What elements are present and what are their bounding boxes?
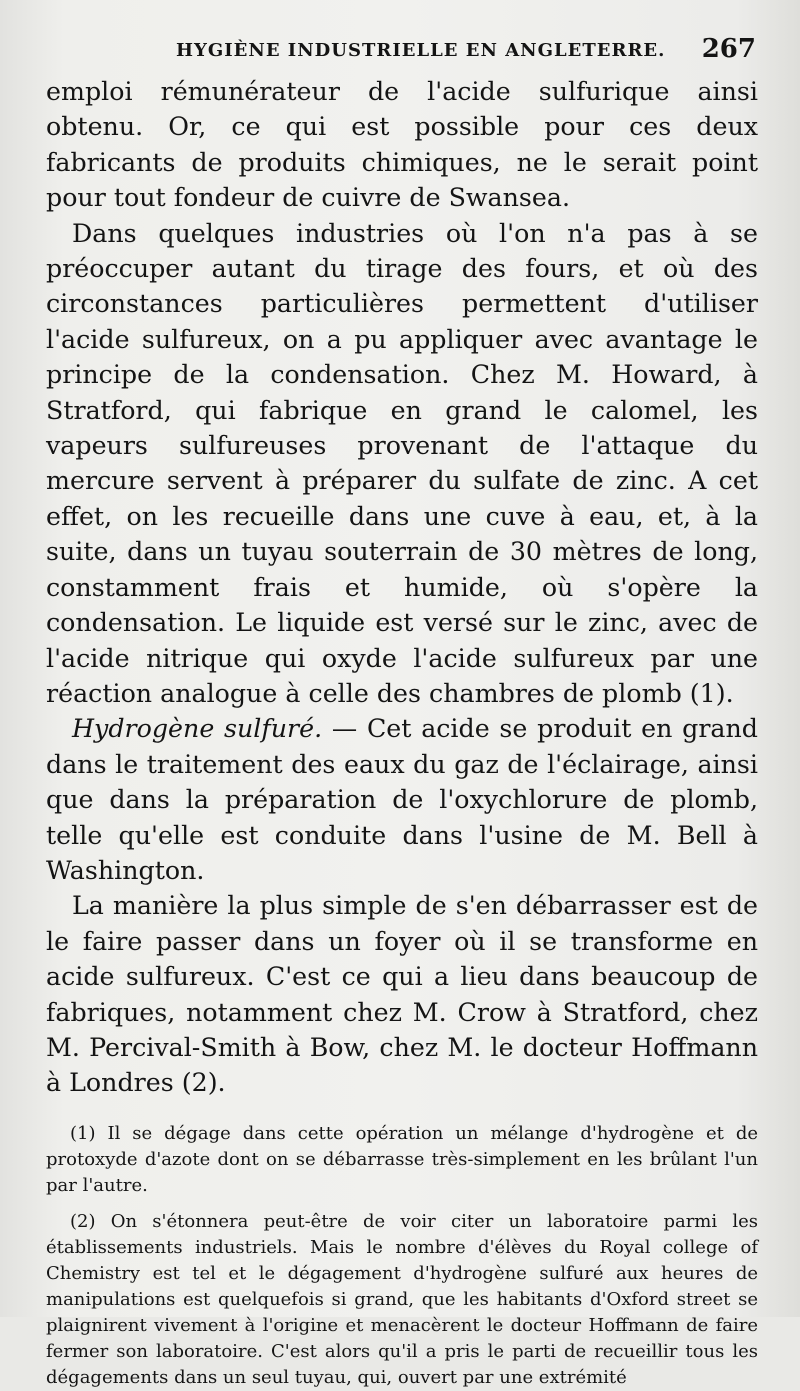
paragraph: Dans quelques industries où l'on n'a pas à se préoccuper autant du tirage des fours, et où des circonstances particulières permettent d'utiliser l'acide sulfureux, on a pu appliquer avec avantage le principe de la condensation. Chez M. Howard, à Stratford, qui fabrique en grand le calomel, les vapeurs sulfureuses provenant de l'attaque du mercure servent à préparer du sulfate de zinc. A cet effet, on les recueille dans une cuve à eau, et, à la suite, dans un tuyau souterrain de 30 mètres de long, constamment frais et humide, où s'opère la condensation. Le liquide est versé sur le zinc, avec de l'acide nitrique qui oxyde l'acide sulfureux par une réaction analogue à celle des chambres de plomb (1). — [46, 218, 758, 708]
paragraph: emploi rémunérateur de l'acide sulfurique ainsi obtenu. Or, ce qui est possible pour ces deux fabricants de produits chimiques, ne le serait point pour tout fondeur de cuivre de Swansea. — [46, 77, 758, 213]
footnote: (1) Il se dégage dans cette opération un mélange d'hydrogène et de protoxyde d'azote dont on se débarrasse très-simplement en les brûlant l'un par l'autre. — [46, 1122, 758, 1196]
running-head: HYGIÈNE INDUSTRIELLE EN ANGLETERRE. — [176, 40, 666, 61]
footnote: (2) On s'étonnera peut-être de voir citer un laboratoire parmi les établissements industriels. Mais le nombre d'élèves du Royal college of Chemistry est tel et le dégagement d'hydrogène sulfuré aux heures de manipulations est quelquefois si grand, que les habitants d'Oxford street se plaignirent vivement à l'origine et menacèrent le docteur Hoffmann de faire fermer son laboratoire. C'est alors qu'il a pris le parti de recueillir tous les dégagements dans un seul tuyau, qui, ouvert par une extrémité — [46, 1210, 758, 1388]
paragraph — [46, 711, 758, 888]
paragraph: La manière la plus simple de s'en débarrasser est de le faire passer dans un foyer où il se transforme en acide sulfureux. C'est ce qui a lieu dans beaucoup de fabriques, notamment chez M. Crow à Stratford, chez M. Percival-Smith à Bow, chez M. le docteur Hoffmann à Londres (2). — [46, 891, 758, 1098]
page-header — [46, 30, 758, 74]
page-number: 267 — [701, 34, 756, 64]
main-text — [46, 74, 758, 1101]
paragraph-text: — Cet acide se produit en grand dans le traitement des eaux du gaz de l'éclairage, ainsi que dans la préparation de l'oxychlorure de plomb, telle qu'elle est conduite dans l'usine de M. Bell à Washington. — [46, 714, 758, 885]
footnotes — [46, 1121, 758, 1391]
section-lead: Hydrogène sulfuré. — [72, 714, 323, 744]
